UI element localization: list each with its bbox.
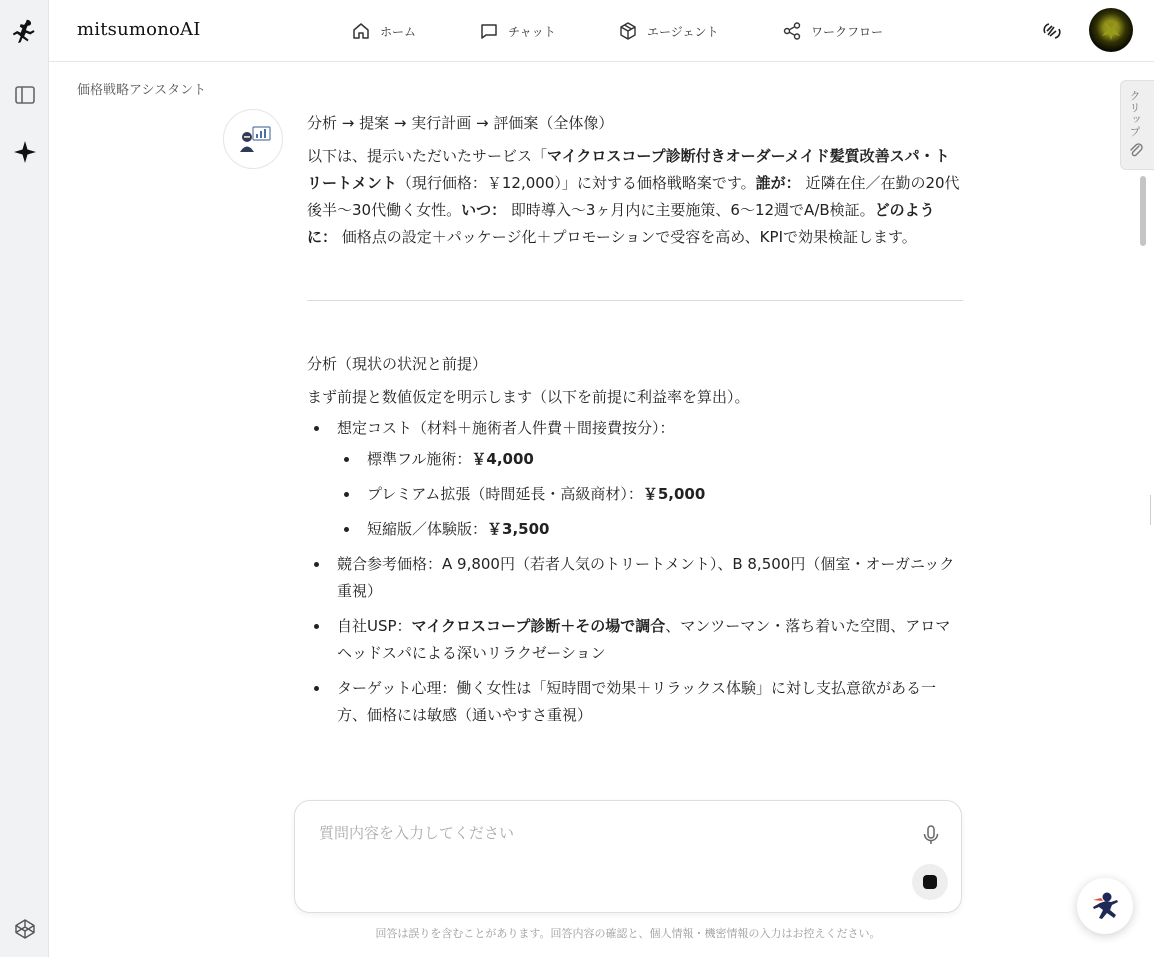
nav-home[interactable] bbox=[351, 18, 416, 44]
intro-paragraph bbox=[307, 143, 963, 251]
stop-button[interactable] bbox=[912, 864, 948, 900]
cost-item-value: ￥5,000 bbox=[642, 485, 706, 503]
assistant-fab-button[interactable] bbox=[1077, 878, 1133, 934]
usp-highlight: マイクロスコープ診断＋その場で調合 bbox=[411, 617, 666, 635]
nav-home-label: ホーム bbox=[380, 24, 417, 39]
chat-input[interactable] bbox=[319, 821, 879, 845]
user-avatar[interactable] bbox=[1089, 8, 1133, 52]
microphone-icon[interactable] bbox=[919, 823, 943, 851]
intro-when-label: いつ： bbox=[461, 201, 507, 219]
intro-text-4: 即時導入〜3ヶ月内に主要施策、6〜12週でA/B検証。 bbox=[506, 201, 875, 219]
scrollbar-thumb[interactable] bbox=[1140, 176, 1146, 246]
nav-workflow-label: ワークフロー bbox=[811, 24, 884, 39]
intro-service-name: マイクロスコープ診断付きオーダーメイド髪質改善スパ・トリートメント bbox=[307, 147, 950, 192]
nav-agent[interactable] bbox=[618, 18, 719, 44]
usp-text: 、マンツーマン・落ち着いた空間、アロマヘッドスパによる深いリラクゼーション bbox=[337, 617, 951, 662]
left-rail bbox=[0, 0, 49, 957]
list-item-target: ターゲット心理：働く女性は「短時間で効果＋リラックス体験」に対し支払意欲がある一方、価格には敏感（通いやすさ重視） bbox=[307, 675, 963, 729]
section-heading: 分析（現状の状況と前提） bbox=[307, 355, 488, 373]
section-intro: まず前提と数値仮定を明示します（以下を前提に利益率を算出）。 bbox=[307, 388, 750, 406]
list-item-usp bbox=[307, 613, 963, 667]
ninja-logo-icon[interactable] bbox=[12, 18, 38, 44]
sidebar-toggle-icon[interactable] bbox=[12, 82, 38, 108]
cost-item-label: プレミアム拡張（時間延長・高級商材）： bbox=[367, 485, 643, 503]
nav-chat[interactable] bbox=[479, 18, 556, 44]
divider bbox=[307, 300, 963, 301]
stop-icon bbox=[923, 875, 937, 889]
scrollbar-track[interactable] bbox=[1137, 170, 1148, 790]
resize-handle[interactable] bbox=[1150, 495, 1154, 525]
message-heading: 分析 → 提案 → 実行計画 → 評価案（全体像） bbox=[307, 114, 614, 132]
cost-item-label: 標準フル施術： bbox=[367, 450, 472, 468]
brand-name[interactable]: mitsumonoAI bbox=[77, 19, 201, 40]
list-item bbox=[337, 481, 963, 508]
cost-label: 想定コスト（材料＋施術者人件費＋間接費按分）： bbox=[337, 419, 675, 437]
analysis-list bbox=[307, 415, 963, 729]
intro-how-label: どのように： bbox=[307, 201, 935, 246]
ninja-mascot-icon bbox=[1087, 888, 1123, 924]
list-item-competitor: 競合参考価格：A 9,800円（若者人気のトリートメント）、B 8,500円（個室・オーガニック重視） bbox=[307, 551, 963, 605]
intro-text-3: 近隣在住／在勤の20代後半〜30代働く女性。 bbox=[307, 174, 960, 219]
nav-agent-label: エージェント bbox=[647, 24, 719, 39]
cost-sublist bbox=[337, 446, 963, 543]
disclaimer: 回答は誤りを含むことがあります。回答内容の確認と、個人情報・機密情報の入力はお控えください。 bbox=[375, 927, 881, 940]
nav-workflow[interactable] bbox=[782, 18, 883, 44]
codepen-icon[interactable] bbox=[12, 916, 38, 942]
assistant-avatar bbox=[223, 109, 283, 169]
cube-icon bbox=[618, 21, 638, 41]
list-item bbox=[337, 516, 963, 543]
intro-who-label: 誰が： bbox=[755, 174, 801, 192]
clip-label: クリップ bbox=[1128, 90, 1141, 138]
share-icon bbox=[782, 21, 802, 41]
intro-text-2: （現行価格：￥12,000）」に対する価格戦略案です。 bbox=[396, 174, 756, 192]
usp-label: 自社USP： bbox=[337, 617, 412, 635]
chat-icon bbox=[479, 21, 499, 41]
cost-item-value: ￥3,500 bbox=[487, 520, 550, 538]
home-icon bbox=[351, 21, 371, 41]
assistant-message bbox=[307, 110, 963, 737]
cost-item-label: 短縮版／体験版： bbox=[367, 520, 488, 538]
sparkle-icon[interactable] bbox=[12, 139, 38, 165]
list-item bbox=[337, 446, 963, 473]
top-header bbox=[49, 0, 1154, 62]
broadcast-icon[interactable] bbox=[1039, 18, 1065, 44]
list-item-cost bbox=[307, 415, 963, 543]
nav-chat-label: チャット bbox=[508, 24, 556, 39]
paperclip-icon bbox=[1128, 142, 1144, 162]
intro-text-1: 以下は、提示いただいたサービス「 bbox=[307, 147, 548, 165]
cost-item-value: ￥4,000 bbox=[471, 450, 534, 468]
chat-input-box[interactable] bbox=[294, 800, 962, 913]
intro-text-5: 価格点の設定＋パッケージ化＋プロモーションで受容を高め、KPIで効果検証します。 bbox=[337, 228, 917, 246]
breadcrumb: 価格戦略アシスタント bbox=[77, 83, 207, 98]
